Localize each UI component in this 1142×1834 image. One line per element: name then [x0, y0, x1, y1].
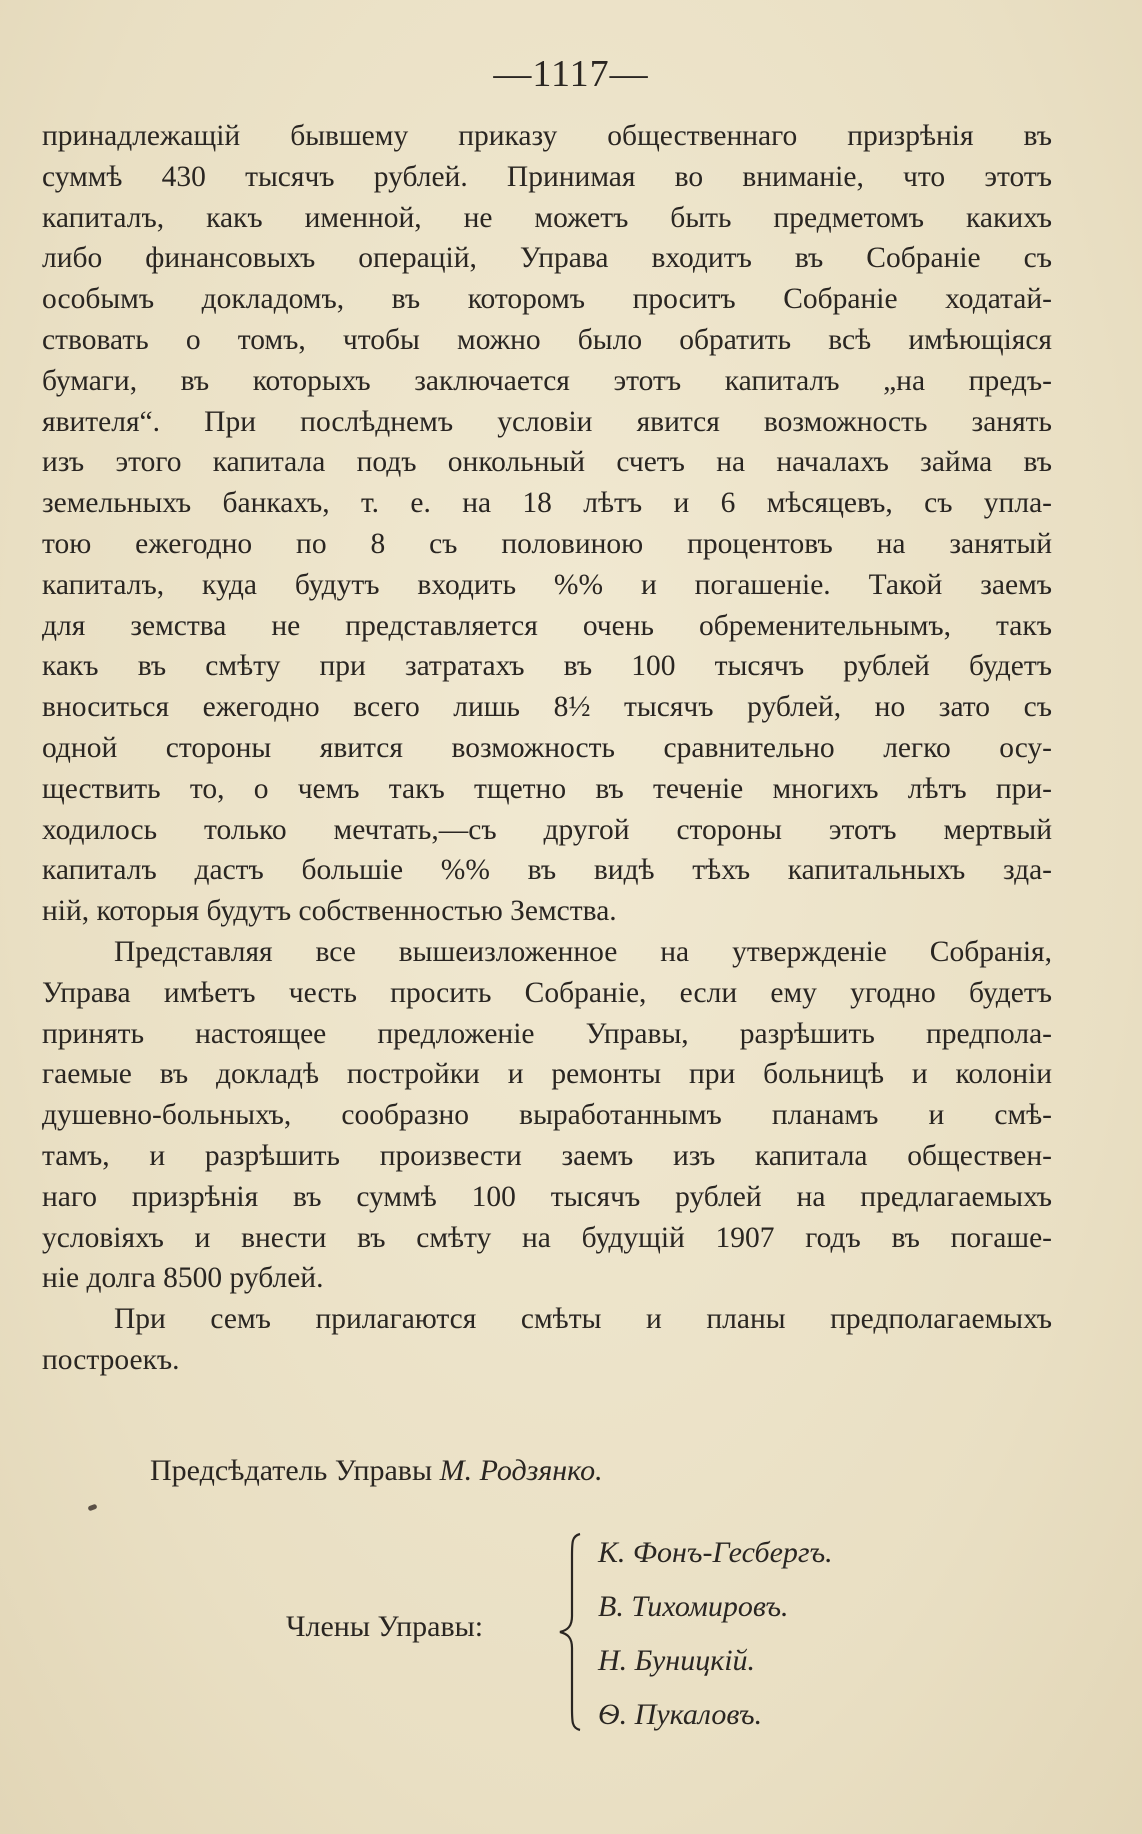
- text-line: условіяхъ и внести въ смѣту на будущій 1907 годъ въ погаше-: [42, 1221, 1052, 1254]
- brace-icon: [556, 1532, 586, 1732]
- member-name: В. Тихомировъ.: [598, 1590, 789, 1623]
- text-line: ній, которыя будутъ собственностью Земства.: [42, 895, 617, 928]
- text-line: капиталъ, какъ именной, не можетъ быть предметомъ какихъ: [42, 201, 1052, 234]
- text-line: изъ этого капитала подъ онкольный счетъ на началахъ займа въ: [42, 446, 1052, 479]
- text-line: капиталъ дастъ большіе %% въ видѣ тѣхъ капитальныхъ зда-: [42, 854, 1052, 887]
- text-line: тамъ, и разрѣшить произвести заемъ изъ капитала обществен-: [42, 1139, 1052, 1172]
- text-line: ствовать о томъ, чтобы можно было обратить всѣ имѣющіяся: [42, 323, 1052, 356]
- chairman-name: М. Родзянко.: [439, 1454, 603, 1487]
- body-text: [42, 116, 1052, 1381]
- text-line: суммѣ 430 тысячъ рублей. Принимая во вниманіе, что этотъ: [42, 160, 1052, 193]
- text-line: наго призрѣнія въ суммѣ 100 тысячъ рублей на предлагаемыхъ: [42, 1180, 1052, 1213]
- text-line: принять настоящее предложеніе Управы, разрѣшить предпола-: [42, 1017, 1052, 1050]
- text-line: ніе долга 8500 рублей.: [42, 1262, 324, 1295]
- text-line: принадлежащій бывшему приказу общественнаго призрѣнія въ: [42, 120, 1052, 152]
- chairman-signature: [150, 1454, 603, 1488]
- text-line: особымъ докладомъ, въ которомъ проситъ Собраніе ходатай-: [42, 283, 1052, 316]
- text-line: гаемые въ докладѣ постройки и ремонты при больницѣ и колоніи: [42, 1058, 1052, 1091]
- text-line: ходилось только мечтать,—съ другой стороны этотъ мертвый: [42, 813, 1052, 846]
- member-name: Ѳ. Пукаловъ.: [598, 1698, 763, 1731]
- text-line: либо финансовыхъ операцій, Управа входитъ въ Собраніе съ: [42, 242, 1052, 275]
- text-line: земельныхъ банкахъ, т. е. на 18 лѣтъ и 6 мѣсяцевъ, съ упла-: [42, 487, 1052, 520]
- text-line: Управа имѣетъ честь просить Собраніе, если ему угодно будетъ: [42, 976, 1052, 1009]
- member-name: Н. Буницкій.: [598, 1644, 756, 1677]
- member-name: К. Фонъ-Гесбергъ.: [598, 1536, 833, 1569]
- text-line: капиталъ, куда будутъ входить %% и погашеніе. Такой заемъ: [42, 568, 1052, 601]
- members-list: [598, 1526, 833, 1742]
- text-line: При семъ прилагаются смѣты и планы предполагаемыхъ: [114, 1303, 1052, 1336]
- chairman-title: Предсѣдатель Управы: [150, 1454, 433, 1487]
- text-line: ществить то, о чемъ такъ тщетно въ теченіе многихъ лѣтъ при-: [42, 772, 1052, 805]
- text-line: одной стороны явится возможность сравнительно легко осу-: [42, 731, 1052, 764]
- text-line: для земства не представляется очень обременительнымъ, такъ: [42, 609, 1052, 642]
- text-line: построекъ.: [42, 1343, 180, 1376]
- text-line: Представляя все вышеизложенное на утвержденіе Собранія,: [114, 935, 1052, 968]
- text-line: явителя“. При послѣднемъ условіи явится возможность занять: [42, 405, 1052, 438]
- text-line: какъ въ смѣту при затратахъ въ 100 тысячъ рублей будетъ: [42, 650, 1052, 683]
- text-line: тою ежегодно по 8 съ половиною процентовъ на занятый: [42, 527, 1052, 560]
- text-line: душевно-больныхъ, сообразно выработаннымъ планамъ и смѣ-: [42, 1099, 1052, 1132]
- members-label: Члены Управы:: [286, 1610, 484, 1643]
- text-line: вноситься ежегодно всего лишь 8½ тысячъ рублей, но зато съ: [42, 691, 1052, 724]
- page-number: —1117—: [493, 53, 649, 95]
- ink-speck: [87, 1504, 97, 1512]
- text-line: бумаги, въ которыхъ заключается этотъ капиталъ „на предъ-: [42, 364, 1052, 397]
